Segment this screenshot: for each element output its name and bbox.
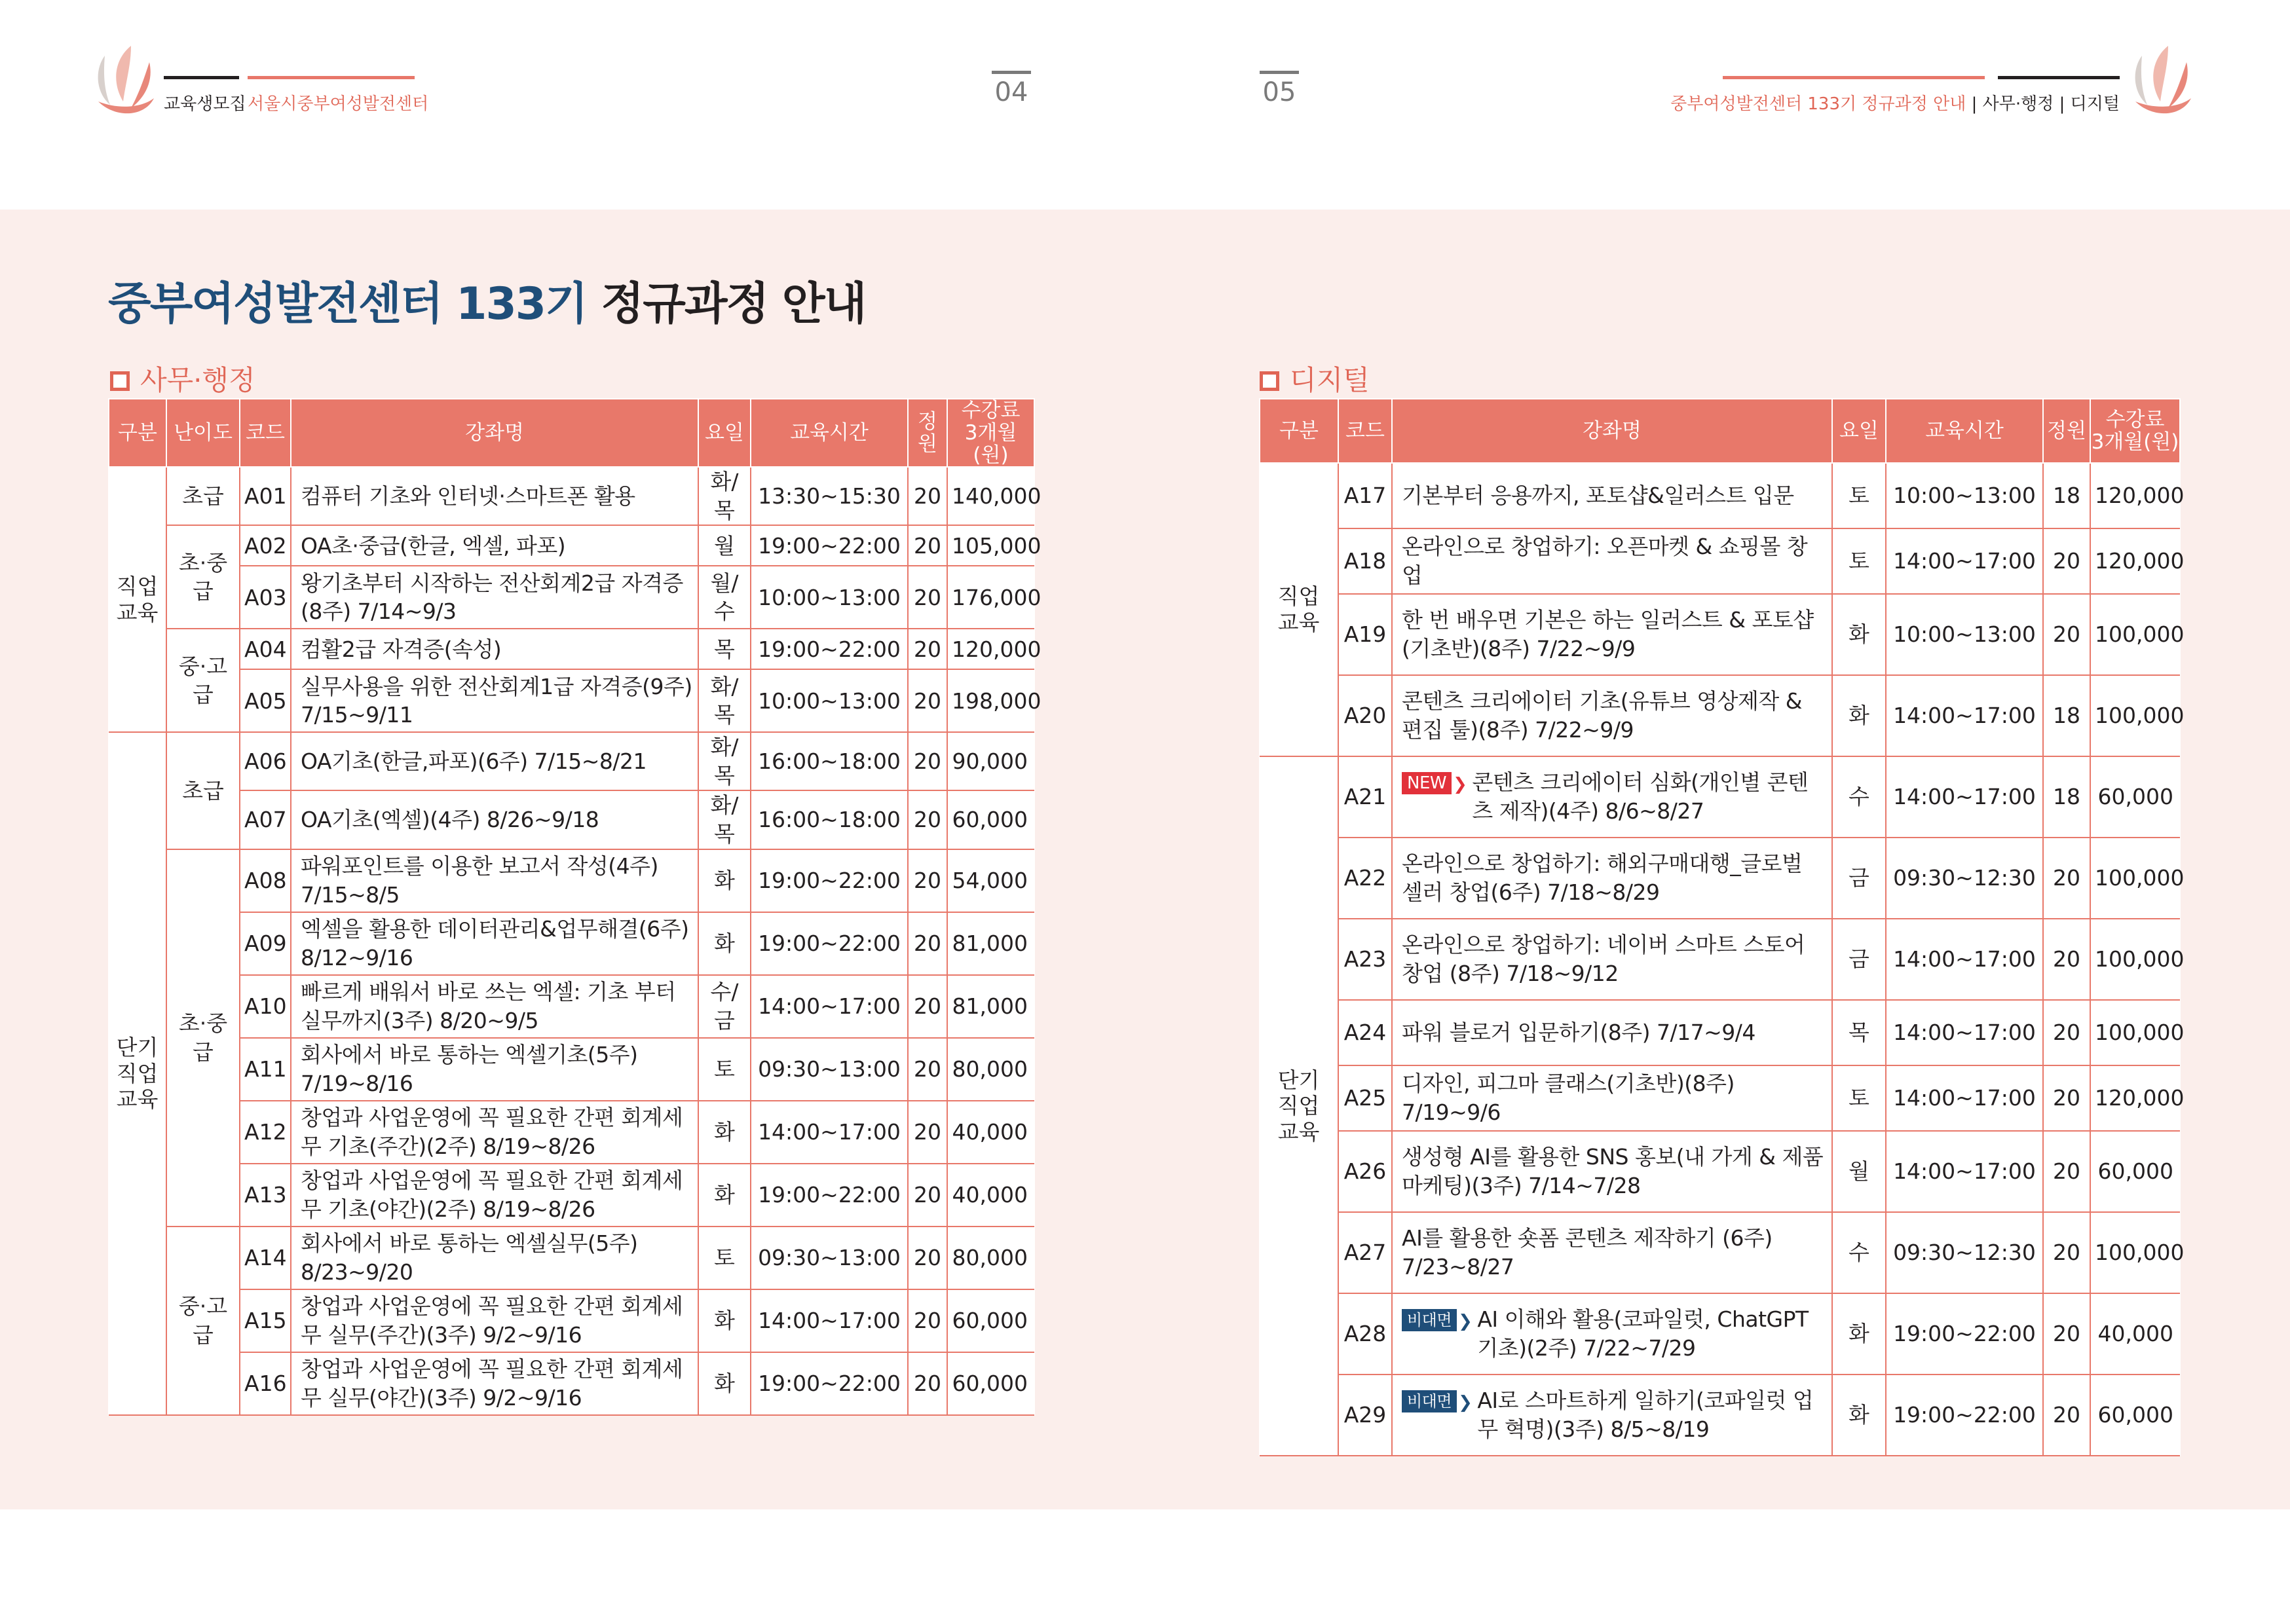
course-day: 토 <box>1832 463 1886 528</box>
course-fee: 90,000 <box>947 732 1034 790</box>
course-fee: 105,000 <box>947 525 1034 566</box>
col-header: 코드 <box>1338 399 1392 463</box>
course-fee: 54,000 <box>947 849 1034 912</box>
course-fee: 60,000 <box>947 790 1034 849</box>
course-time: 13:30~15:30 <box>751 467 908 525</box>
course-code: A07 <box>240 790 291 849</box>
course-name-cell <box>1392 756 1832 838</box>
table-row <box>109 629 1034 669</box>
course-code: A23 <box>1338 919 1392 1000</box>
course-time: 10:00~13:00 <box>751 566 908 629</box>
course-name: 왕기초부터 시작하는 전산회계2급 자격증 (8주) 7/14~9/3 <box>291 566 698 629</box>
course-day: 화 <box>1832 675 1886 756</box>
course-code: A12 <box>240 1101 291 1164</box>
course-time: 09:30~12:30 <box>1886 1212 2043 1293</box>
col-header: 구분 <box>1260 399 1338 463</box>
course-capacity: 18 <box>2043 756 2090 838</box>
course-name: 엑셀을 활용한 데이터관리&업무해결(6주) 8/12~9/16 <box>291 912 698 975</box>
level-cell: 초급 <box>166 467 240 525</box>
course-code: A15 <box>240 1289 291 1352</box>
course-name: 한 번 배우면 기본은 하는 일러스트 & 포토샵 (기초반)(8주) 7/22~9/9 <box>1392 594 1832 675</box>
header-label-center: 서울시중부여성발전센터 <box>248 94 429 114</box>
course-capacity: 20 <box>908 467 947 525</box>
course-fee: 120,000 <box>2090 528 2180 594</box>
course-name: 온라인으로 창업하기: 네이버 스마트 스토어 창업 (8주) 7/18~9/12 <box>1392 919 1832 1000</box>
course-day: 화 <box>698 1164 751 1227</box>
level-cell: 중·고급 <box>166 629 240 732</box>
category-label: 직업 <box>1277 1093 1320 1119</box>
section-title-office <box>110 359 255 398</box>
section-title-digital-label: 디지털 <box>1290 364 1370 396</box>
course-day: 화 <box>698 1352 751 1415</box>
course-time: 16:00~18:00 <box>751 732 908 790</box>
page-number-bar <box>992 71 1031 74</box>
course-fee: 100,000 <box>2090 675 2180 756</box>
course-name: 생성형 AI를 활용한 SNS 홍보(내 가게 & 제품 마케팅)(3주) 7/14~7/28 <box>1392 1131 1832 1212</box>
course-fee: 100,000 <box>2090 1000 2180 1065</box>
course-name: 디자인, 피그마 클래스(기초반)(8주) 7/19~9/6 <box>1392 1065 1832 1131</box>
course-time: 19:00~22:00 <box>751 912 908 975</box>
chevron-right-icon: ❯ <box>1458 1312 1473 1332</box>
course-day: 화 <box>698 912 751 975</box>
center-logo-icon <box>2129 43 2194 121</box>
col-header: 구분 <box>109 399 166 467</box>
header-rule-dark <box>164 76 239 79</box>
new-badge: NEW <box>1402 772 1452 794</box>
category-label: 단기 <box>1277 1067 1320 1093</box>
header-label-recruit: 교육생모집 <box>164 94 246 114</box>
course-capacity: 20 <box>908 525 947 566</box>
col-header: 정원 <box>2043 399 2090 463</box>
course-day: 토 <box>698 1227 751 1289</box>
course-name: 콘텐츠 크리에이터 심화(개인별 콘텐츠 제작)(4주) 8/6~8/27 <box>1472 769 1809 824</box>
level-cell: 초·중급 <box>166 525 240 629</box>
section-title-digital <box>1260 359 1370 398</box>
course-day: 화/목 <box>698 669 751 732</box>
table-row <box>109 790 1034 849</box>
table-header-row <box>1260 399 2180 463</box>
chevron-right-icon: ❯ <box>1453 775 1467 795</box>
course-capacity: 20 <box>908 566 947 629</box>
col-header: 요일 <box>698 399 751 467</box>
course-time: 09:30~13:00 <box>751 1227 908 1289</box>
course-capacity: 18 <box>2043 675 2090 756</box>
course-code: A25 <box>1338 1065 1392 1131</box>
chevron-right-icon: ❯ <box>1458 1393 1473 1413</box>
course-name: 콘텐츠 크리에이터 기초(유튜브 영상제작 & 편집 툴)(8주) 7/22~9/9 <box>1392 675 1832 756</box>
table-row <box>1260 528 2180 594</box>
course-day: 화 <box>1832 1375 1886 1456</box>
course-day: 화/목 <box>698 467 751 525</box>
course-day: 수 <box>1832 1212 1886 1293</box>
table-row <box>109 1227 1034 1289</box>
course-time: 10:00~13:00 <box>751 669 908 732</box>
course-capacity: 20 <box>908 1289 947 1352</box>
header-rule-red <box>1723 76 1985 79</box>
course-code: A16 <box>240 1352 291 1415</box>
course-name: OA기초(한글,파포)(6주) 7/15~8/21 <box>291 732 698 790</box>
course-name: 창업과 사업운영에 꼭 필요한 간편 회계세무 실무(주간)(3주) 9/2~9/16 <box>291 1289 698 1352</box>
table-row <box>1260 1000 2180 1065</box>
table-row <box>1260 675 2180 756</box>
col-header-fee <box>947 399 1034 467</box>
course-fee: 40,000 <box>947 1164 1034 1227</box>
course-name: AI를 활용한 숏폼 콘텐츠 제작하기 (6주) 7/23~8/27 <box>1392 1212 1832 1293</box>
category-cell <box>109 732 166 1414</box>
course-capacity: 20 <box>908 669 947 732</box>
course-fee: 40,000 <box>947 1101 1034 1164</box>
col-header: 교육시간 <box>1886 399 2043 463</box>
course-code: A09 <box>240 912 291 975</box>
table-row <box>109 669 1034 732</box>
table-row <box>1260 594 2180 675</box>
col-header: 강좌명 <box>291 399 698 467</box>
course-name-cell <box>1392 1375 1832 1456</box>
category-cell <box>1260 463 1338 756</box>
course-time: 14:00~17:00 <box>751 1101 908 1164</box>
col-header: 정원 <box>908 399 947 467</box>
course-fee: 60,000 <box>2090 756 2180 838</box>
course-name: OA기초(엑셀)(4주) 8/26~9/18 <box>291 790 698 849</box>
online-badge: 비대면 <box>1402 1309 1457 1331</box>
category-label: 교육 <box>116 1086 159 1113</box>
course-time: 14:00~17:00 <box>1886 1131 2043 1212</box>
course-day: 토 <box>1832 1065 1886 1131</box>
course-name: 실무사용을 위한 전산회계1급 자격증(9주) 7/15~9/11 <box>291 669 698 732</box>
course-capacity: 20 <box>908 1038 947 1101</box>
course-name-cell <box>1392 1293 1832 1375</box>
col-header: 난이도 <box>166 399 240 467</box>
course-time: 19:00~22:00 <box>751 629 908 669</box>
course-fee: 120,000 <box>2090 1065 2180 1131</box>
table-row <box>1260 1375 2180 1456</box>
course-code: A06 <box>240 732 291 790</box>
course-fee: 81,000 <box>947 975 1034 1038</box>
table-row <box>109 1101 1034 1164</box>
course-capacity: 20 <box>908 849 947 912</box>
course-name: 온라인으로 창업하기: 해외구매대행_글로벌 셀러 창업(6주) 7/18~8/29 <box>1392 838 1832 919</box>
course-time: 14:00~17:00 <box>1886 675 2043 756</box>
course-time: 14:00~17:00 <box>751 1289 908 1352</box>
course-name: AI로 스마트하게 일하기(코파일럿 업무 혁명)(3주) 8/5~8/19 <box>1477 1388 1814 1442</box>
course-fee: 120,000 <box>2090 463 2180 528</box>
col-header: 요일 <box>1832 399 1886 463</box>
header-label-sections: | 사무·행정 | 디지털 <box>1971 94 2120 114</box>
course-capacity: 20 <box>2043 919 2090 1000</box>
page-title-black: 정규과정 안내 <box>601 278 866 330</box>
course-capacity: 18 <box>2043 463 2090 528</box>
course-day: 목 <box>1832 1000 1886 1065</box>
course-fee: 60,000 <box>947 1352 1034 1415</box>
course-fee: 81,000 <box>947 912 1034 975</box>
course-time: 14:00~17:00 <box>1886 528 2043 594</box>
fee-header-line1: 수강료 <box>2105 407 2165 432</box>
level-cell: 초급 <box>166 732 240 849</box>
course-name: 창업과 사업운영에 꼭 필요한 간편 회계세무 기초(주간)(2주) 8/19~8/26 <box>291 1101 698 1164</box>
course-time: 14:00~17:00 <box>751 975 908 1038</box>
table-row <box>1260 1131 2180 1212</box>
table-row <box>1260 1293 2180 1375</box>
course-name: 회사에서 바로 통하는 엑셀기초(5주) 7/19~8/16 <box>291 1038 698 1101</box>
course-day: 화/목 <box>698 790 751 849</box>
course-capacity: 20 <box>2043 1375 2090 1456</box>
course-fee: 100,000 <box>2090 838 2180 919</box>
course-time: 19:00~22:00 <box>751 1164 908 1227</box>
course-time: 16:00~18:00 <box>751 790 908 849</box>
course-capacity: 20 <box>908 975 947 1038</box>
page-title <box>108 268 865 332</box>
course-code: A19 <box>1338 594 1392 675</box>
course-capacity: 20 <box>908 790 947 849</box>
table-row <box>1260 1065 2180 1131</box>
course-day: 화 <box>1832 1293 1886 1375</box>
center-logo-icon <box>92 43 157 121</box>
course-day: 수 <box>1832 756 1886 838</box>
course-code: A10 <box>240 975 291 1038</box>
course-code: A13 <box>240 1164 291 1227</box>
course-fee: 176,000 <box>947 566 1034 629</box>
level-cell: 중·고급 <box>166 1227 240 1415</box>
course-name: 온라인으로 창업하기: 오픈마켓 & 쇼핑몰 창업 <box>1392 528 1832 594</box>
course-code: A11 <box>240 1038 291 1101</box>
course-capacity: 20 <box>2043 1000 2090 1065</box>
col-header-fee <box>2090 399 2180 463</box>
section-square-icon <box>110 371 130 391</box>
course-time: 09:30~12:30 <box>1886 838 2043 919</box>
course-code: A01 <box>240 467 291 525</box>
table-row <box>109 1289 1034 1352</box>
course-day: 화 <box>1832 594 1886 675</box>
course-code: A20 <box>1338 675 1392 756</box>
course-fee: 100,000 <box>2090 919 2180 1000</box>
course-fee: 100,000 <box>2090 594 2180 675</box>
course-time: 19:00~22:00 <box>751 525 908 566</box>
page-title-blue: 중부여성발전센터 133기 <box>108 278 587 330</box>
col-header: 교육시간 <box>751 399 908 467</box>
course-name: 기본부터 응용까지, 포토샵&일러스트 입문 <box>1392 463 1832 528</box>
course-capacity: 20 <box>908 629 947 669</box>
course-capacity: 20 <box>908 1227 947 1289</box>
course-capacity: 20 <box>2043 1212 2090 1293</box>
category-cell <box>1260 756 1338 1456</box>
course-capacity: 20 <box>2043 838 2090 919</box>
course-day: 월 <box>1832 1131 1886 1212</box>
header-rule-red <box>248 76 415 79</box>
course-day: 수/금 <box>698 975 751 1038</box>
fee-header-line1: 수강료 <box>961 399 1021 422</box>
course-code: A29 <box>1338 1375 1392 1456</box>
course-day: 토 <box>1832 528 1886 594</box>
header-rule-dark <box>1998 76 2120 79</box>
table-row <box>1260 838 2180 919</box>
course-fee: 40,000 <box>2090 1293 2180 1375</box>
course-time: 19:00~22:00 <box>751 1352 908 1415</box>
course-capacity: 20 <box>908 1164 947 1227</box>
course-code: A02 <box>240 525 291 566</box>
course-code: A28 <box>1338 1293 1392 1375</box>
table-row <box>109 975 1034 1038</box>
course-name: 창업과 사업운영에 꼭 필요한 간편 회계세무 실무(야간)(3주) 9/2~9/16 <box>291 1352 698 1415</box>
course-code: A14 <box>240 1227 291 1289</box>
course-fee: 120,000 <box>947 629 1034 669</box>
course-day: 월 <box>698 525 751 566</box>
office-course-table <box>108 398 1042 1416</box>
course-time: 14:00~17:00 <box>1886 1065 2043 1131</box>
fee-header-line2: 3개월(원) <box>2091 430 2179 454</box>
table-row <box>109 566 1034 629</box>
table-row <box>1260 463 2180 528</box>
table-row <box>1260 1212 2180 1293</box>
category-label: 직업 <box>116 574 159 600</box>
table-row <box>109 525 1034 566</box>
header-label-right <box>1670 90 2120 115</box>
course-code: A27 <box>1338 1212 1392 1293</box>
page-number-bar <box>1260 71 1299 74</box>
course-fee: 60,000 <box>2090 1375 2180 1456</box>
course-name: OA초·중급(한글, 엑셀, 파포) <box>291 525 698 566</box>
course-fee: 100,000 <box>2090 1212 2180 1293</box>
table-row <box>109 912 1034 975</box>
course-day: 월/수 <box>698 566 751 629</box>
online-badge: 비대면 <box>1402 1390 1457 1412</box>
fee-header-line2: 3개월(원) <box>964 421 1017 468</box>
col-header: 강좌명 <box>1392 399 1832 463</box>
course-day: 화/목 <box>698 732 751 790</box>
course-day: 금 <box>1832 838 1886 919</box>
course-code: A21 <box>1338 756 1392 838</box>
course-day: 금 <box>1832 919 1886 1000</box>
course-time: 10:00~13:00 <box>1886 594 2043 675</box>
page-number-left: 04 <box>994 77 1028 107</box>
course-code: A04 <box>240 629 291 669</box>
course-code: A18 <box>1338 528 1392 594</box>
category-label: 직업 <box>1277 583 1320 610</box>
course-code: A05 <box>240 669 291 732</box>
course-code: A08 <box>240 849 291 912</box>
course-time: 14:00~17:00 <box>1886 756 2043 838</box>
category-label: 단기 <box>116 1035 159 1061</box>
course-day: 화 <box>698 849 751 912</box>
page-number-right: 05 <box>1262 77 1296 107</box>
course-code: A03 <box>240 566 291 629</box>
table-row <box>109 1164 1034 1227</box>
course-capacity: 20 <box>2043 1293 2090 1375</box>
course-time: 19:00~22:00 <box>751 849 908 912</box>
section-title-office-label: 사무·행정 <box>140 364 255 396</box>
course-fee: 60,000 <box>947 1289 1034 1352</box>
table-row <box>1260 919 2180 1000</box>
course-time: 10:00~13:00 <box>1886 463 2043 528</box>
table-row <box>109 1352 1034 1415</box>
category-label: 직업 <box>116 1060 159 1086</box>
course-code: A17 <box>1338 463 1392 528</box>
table-header-row <box>109 399 1034 467</box>
course-time: 14:00~17:00 <box>1886 1000 2043 1065</box>
level-cell: 초·중급 <box>166 849 240 1227</box>
category-label: 교육 <box>1277 1118 1320 1145</box>
course-time: 19:00~22:00 <box>1886 1293 2043 1375</box>
course-time: 19:00~22:00 <box>1886 1375 2043 1456</box>
course-name: 회사에서 바로 통하는 엑셀실무(5주) 8/23~9/20 <box>291 1227 698 1289</box>
course-capacity: 20 <box>908 912 947 975</box>
course-day: 화 <box>698 1101 751 1164</box>
category-label: 교육 <box>116 599 159 625</box>
category-cell <box>109 467 166 732</box>
course-time: 14:00~17:00 <box>1886 919 2043 1000</box>
course-capacity: 20 <box>2043 1065 2090 1131</box>
course-day: 화 <box>698 1289 751 1352</box>
course-name: 컴퓨터 기초와 인터넷·스마트폰 활용 <box>291 467 698 525</box>
table-row <box>109 732 1034 790</box>
course-name: 빠르게 배워서 바로 쓰는 엑셀: 기초 부터 실무까지(3주) 8/20~9/5 <box>291 975 698 1038</box>
category-label: 교육 <box>1277 610 1320 635</box>
course-fee: 80,000 <box>947 1038 1034 1101</box>
course-capacity: 20 <box>2043 1131 2090 1212</box>
course-code: A22 <box>1338 838 1392 919</box>
course-name: 창업과 사업운영에 꼭 필요한 간편 회계세무 기초(야간)(2주) 8/19~8/26 <box>291 1164 698 1227</box>
course-capacity: 20 <box>908 732 947 790</box>
table-row <box>109 1038 1034 1101</box>
course-day: 토 <box>698 1038 751 1101</box>
table-row <box>109 849 1034 912</box>
course-name: 파워포인트를 이용한 보고서 작성(4주) 7/15~8/5 <box>291 849 698 912</box>
table-row <box>1260 756 2180 838</box>
course-capacity: 20 <box>2043 594 2090 675</box>
digital-course-table <box>1259 398 2185 1456</box>
course-fee: 60,000 <box>2090 1131 2180 1212</box>
course-capacity: 20 <box>2043 528 2090 594</box>
course-fee: 140,000 <box>947 467 1034 525</box>
course-fee: 198,000 <box>947 669 1034 732</box>
course-capacity: 20 <box>908 1352 947 1415</box>
course-capacity: 20 <box>908 1101 947 1164</box>
course-name: 컴활2급 자격증(속성) <box>291 629 698 669</box>
course-fee: 80,000 <box>947 1227 1034 1289</box>
course-code: A26 <box>1338 1131 1392 1212</box>
section-square-icon <box>1260 371 1279 391</box>
course-name: 파워 블로거 입문하기(8주) 7/17~9/4 <box>1392 1000 1832 1065</box>
header-label-program: 중부여성발전센터 133기 정규과정 안내 <box>1670 94 1966 114</box>
course-code: A24 <box>1338 1000 1392 1065</box>
col-header: 코드 <box>240 399 291 467</box>
course-name: AI 이해와 활용(코파일럿, ChatGPT 기초)(2주) 7/22~7/29 <box>1477 1306 1809 1361</box>
course-day: 목 <box>698 629 751 669</box>
table-row <box>109 467 1034 525</box>
course-time: 09:30~13:00 <box>751 1038 908 1101</box>
